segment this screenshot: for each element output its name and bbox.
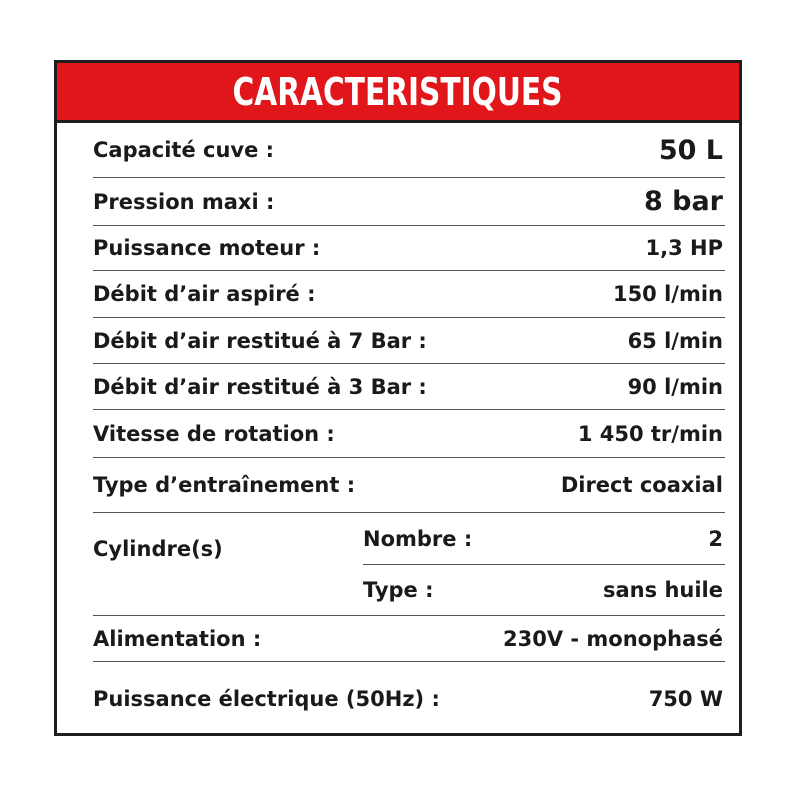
spec-row-air-intake	[93, 271, 725, 318]
spec-value: 150 l/min	[612, 282, 723, 306]
spec-row-electrical-power	[93, 662, 725, 736]
spec-value: 1,3 HP	[645, 236, 723, 260]
spec-row-tank-capacity	[93, 123, 725, 178]
cylinder-count-value: 2	[708, 526, 723, 551]
spec-label: Pression maxi :	[93, 189, 275, 214]
spec-row-drive-type	[93, 458, 725, 513]
cylinder-type-row	[363, 565, 725, 615]
spec-value: 50 L	[658, 134, 723, 166]
spec-label: Capacité cuve :	[93, 138, 275, 162]
spec-label: Type d’entraînement :	[93, 473, 356, 497]
spec-value: 1 450 tr/min	[577, 421, 723, 446]
spec-row-max-pressure	[93, 178, 725, 226]
spec-label: Vitesse de rotation :	[93, 421, 335, 446]
spec-label: Débit d’air restitué à 3 Bar :	[93, 374, 427, 399]
cylinder-type-value: sans huile	[603, 578, 723, 602]
spec-value: 65 l/min	[627, 328, 723, 353]
header-banner	[57, 63, 739, 123]
cylinder-count-label: Nombre :	[363, 526, 473, 551]
spec-row-rotation-speed	[93, 410, 725, 458]
spec-label: Alimentation :	[93, 626, 262, 651]
spec-value: Direct coaxial	[560, 473, 723, 497]
cylinder-count-row	[363, 513, 725, 565]
spec-value: 230V - monophasé	[502, 626, 723, 651]
cylinders-label: Cylindre(s)	[93, 537, 223, 561]
spec-label: Débit d’air aspiré :	[93, 282, 316, 306]
spec-label: Puissance moteur :	[93, 236, 321, 260]
spec-label: Débit d’air restitué à 7 Bar :	[93, 328, 427, 353]
spec-value: 8 bar	[643, 186, 723, 217]
header-title: CARACTERISTIQUES	[233, 69, 563, 114]
spec-row-air-output-7bar	[93, 318, 725, 364]
spec-row-air-output-3bar	[93, 364, 725, 410]
spec-value: 90 l/min	[627, 374, 723, 399]
spec-row-motor-power	[93, 226, 725, 271]
specifications-card	[54, 60, 742, 736]
spec-row-power-supply	[93, 616, 725, 662]
cylinder-type-label: Type :	[363, 578, 434, 602]
spec-label: Puissance électrique (50Hz) :	[93, 687, 440, 711]
spec-value: 750 W	[648, 687, 723, 711]
